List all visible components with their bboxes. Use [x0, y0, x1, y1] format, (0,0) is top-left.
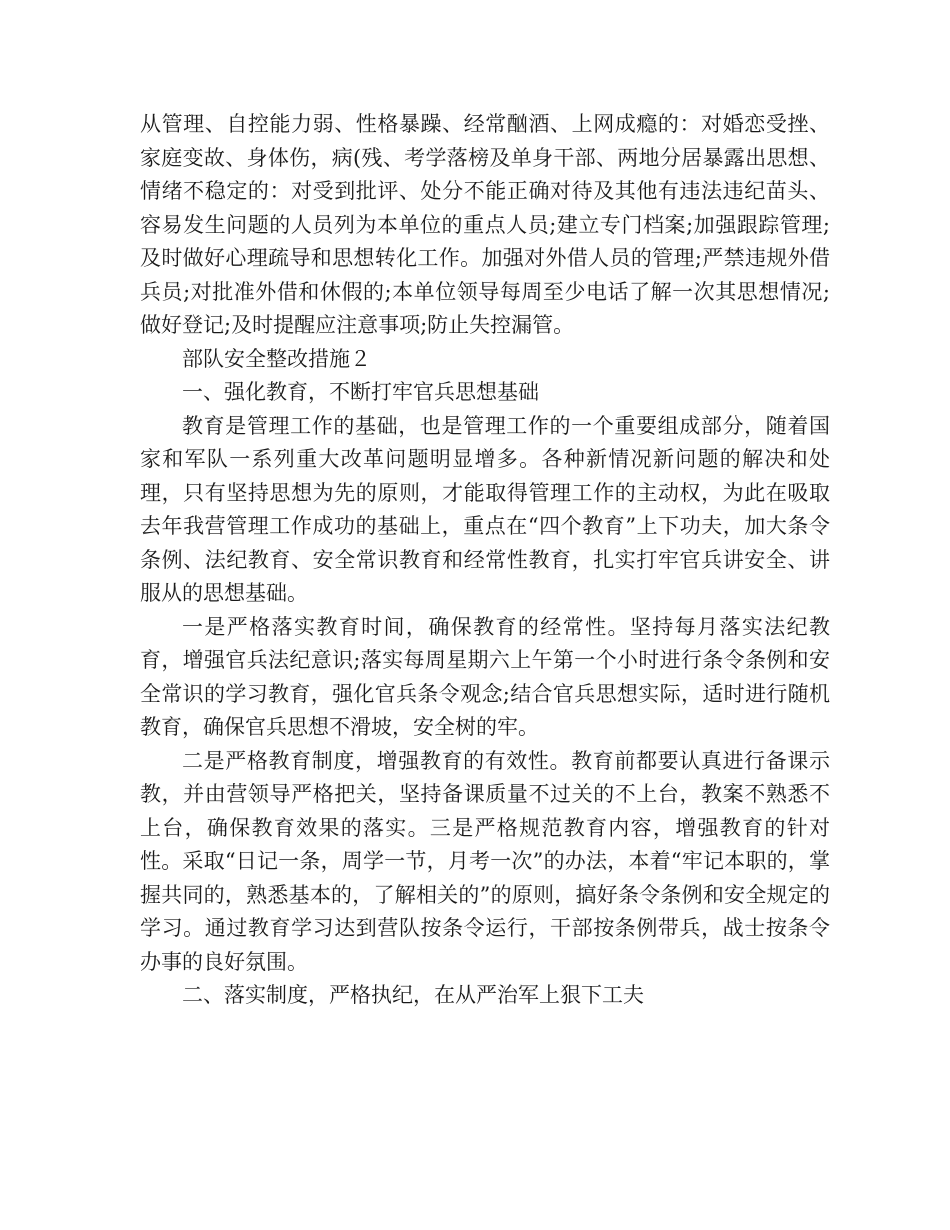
section-heading-1: 一、强化教育，不断打牢官兵思想基础: [182, 380, 539, 404]
paragraph-education-system: 二是严格教育制度，增强教育的有效性。教育前都要认真进行备课示教，并由营领导严格把关，坚持备课质量不过关的不上台，教案不熟悉不上台，确保教育效果的落实。三是严格规范教育内容，增强教育的针对性。采取“日记一条，周学一节，月考一次”的办法，本着“牢记本职的，掌握共同的，熟悉基本的，了解相关的”的原则，搞好条令条例和安全规定的学习。通过教育学习达到营队按条令运行，干部按条例带兵，战士按条令办事的良好氛围。: [140, 748, 830, 974]
section-title: 部队安全整改措施２: [182, 346, 371, 371]
paragraph-education-intro: 教育是管理工作的基础，也是管理工作的一个重要组成部分，随着国家和军队一系列重大改革问题明显增多。各种新情况新问题的解决和处理，只有坚持思想为先的原则，才能取得管理工作的主动权，为此在吸取去年我营管理工作成功的基础上，重点在“四个教育”上下功夫，加大条令条例、法纪教育、安全常识教育和经常性教育，扎实打牢官兵讲安全、讲服从的思想基础。: [140, 413, 830, 605]
paragraph-continuation: 从管理、自控能力弱、性格暴躁、经常酗酒、上网成瘾的：对婚恋受挫、家庭变故、身体伤，病(残、考学落榜及单身干部、两地分居暴露出思想、情绪不稳定的：对受到批评、处分不能正确对待及其他有违法违纪苗头、容易发生问题的人员列为本单位的重点人员;建立专门档案;加强跟踪管理;及时做好心理疏导和思想转化工作。加强对外借人员的管理;严禁违规外借兵员;对批准外借和休假的;本单位领导每周至少电话了解一次其思想情况;做好登记;及时提醒应注意事项;防止失控漏管。: [140, 112, 830, 337]
section-heading-2: 二、落实制度，严格执纪，在从严治军上狠下工夫: [182, 983, 644, 1007]
document-body: [140, 108, 830, 1013]
paragraph-education-time: 一是严格落实教育时间，确保教育的经常性。坚持每月落实法纪教育，增强官兵法纪意识;落实每周星期六上午第一个小时进行条令条例和安全常识的学习教育，强化官兵条令观念;结合官兵思想实际，适时进行随机教育，确保官兵思想不滑坡，安全树的牢。: [140, 614, 830, 739]
